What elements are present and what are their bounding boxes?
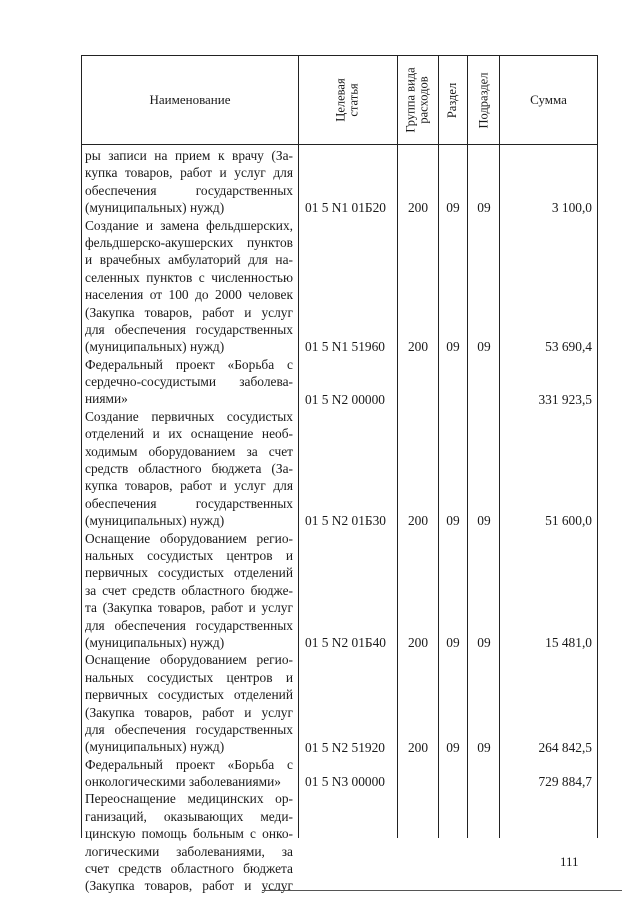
column-divider bbox=[467, 55, 468, 838]
row-sum: 51 600,0 bbox=[545, 513, 592, 529]
row-code: 01 5 N2 00000 bbox=[305, 391, 385, 407]
name-line: (муниципальных) нужд) bbox=[85, 200, 225, 216]
row-group: 200 bbox=[407, 513, 429, 529]
row-subsection: 09 bbox=[477, 200, 491, 216]
header-sum-label: Сумма bbox=[530, 92, 567, 107]
row-group: 200 bbox=[407, 339, 429, 355]
name-line: Оснащение оборудованием регио- bbox=[85, 652, 293, 668]
name-line: ры записи на прием к врачу (За- bbox=[85, 148, 293, 163]
header-section bbox=[439, 56, 467, 144]
name-line: купка товаров, работ и услуг для bbox=[85, 165, 293, 181]
page-number: 111 bbox=[560, 854, 579, 869]
row-group: 200 bbox=[407, 739, 429, 755]
header-divider bbox=[81, 144, 598, 145]
name-line: средств областного бюджета (За- bbox=[85, 461, 293, 477]
name-line: Федеральный проект «Борьба с bbox=[85, 756, 293, 772]
row-section: 09 bbox=[446, 339, 460, 355]
row-sum: 15 481,0 bbox=[545, 635, 592, 651]
header-name bbox=[82, 56, 298, 144]
name-line: первичных сосудистых отделений bbox=[85, 687, 293, 703]
name-line: ходимым оборудованием за счет bbox=[85, 443, 293, 459]
header-target-line1: Целевая bbox=[334, 78, 348, 122]
name-column bbox=[85, 147, 293, 895]
row-code: 01 5 N1 01Б20 bbox=[305, 200, 386, 216]
name-line: за счет средств областного бюдже- bbox=[85, 582, 293, 598]
row-sum: 729 884,7 bbox=[538, 774, 592, 790]
name-line: ниями» bbox=[85, 391, 128, 407]
header-group bbox=[398, 56, 438, 144]
header-group-line2: расходов bbox=[417, 76, 432, 124]
header-sum bbox=[500, 56, 597, 144]
header-subsection bbox=[468, 56, 499, 144]
name-line: (Закупка товаров, работ и услуг bbox=[85, 704, 293, 720]
name-line: для обеспечения государственных bbox=[85, 617, 293, 633]
name-line: для обеспечения государственных bbox=[85, 321, 293, 337]
row-sum: 3 100,0 bbox=[551, 200, 592, 216]
name-line: та (Закупка товаров, работ и услуг bbox=[85, 600, 293, 616]
name-line: онкологическими заболеваниями» bbox=[85, 774, 281, 790]
row-sum: 53 690,4 bbox=[545, 339, 592, 355]
row-group: 200 bbox=[407, 635, 429, 651]
row-sum: 331 923,5 bbox=[538, 391, 592, 407]
column-divider bbox=[438, 55, 439, 838]
row-section: 09 bbox=[446, 739, 460, 755]
name-line: счет средств областного бюджета bbox=[85, 861, 293, 877]
name-line: нальных сосудистых центров и bbox=[85, 547, 293, 563]
name-line: нальных сосудистых центров и bbox=[85, 669, 293, 685]
name-line: логическими заболеваниями, за bbox=[85, 843, 293, 859]
row-subsection: 09 bbox=[477, 513, 491, 529]
name-line: (Закупка товаров, работ и услуг bbox=[85, 304, 293, 320]
row-subsection: 09 bbox=[477, 635, 491, 651]
column-divider bbox=[397, 55, 398, 838]
row-subsection: 09 bbox=[477, 339, 491, 355]
name-line: обеспечения государственных bbox=[85, 182, 293, 198]
header-target bbox=[299, 56, 397, 144]
name-line: для обеспечения государственных bbox=[85, 721, 293, 737]
row-section: 09 bbox=[446, 513, 460, 529]
row-section: 09 bbox=[446, 635, 460, 651]
name-line: отделений и их оснащение необ- bbox=[85, 426, 293, 442]
name-line: и врачебных амбулаторий для на- bbox=[85, 252, 293, 268]
name-line: обеспечения государственных bbox=[85, 495, 293, 511]
name-line: фельдшерско-акушерских пунктов bbox=[85, 234, 293, 250]
header-section-label: Раздел bbox=[445, 82, 460, 118]
row-subsection: 09 bbox=[477, 739, 491, 755]
footer-rule bbox=[262, 890, 622, 891]
name-line: (муниципальных) нужд) bbox=[85, 634, 225, 650]
row-code: 01 5 N2 01Б30 bbox=[305, 513, 386, 529]
row-code: 01 5 N3 00000 bbox=[305, 774, 385, 790]
name-line: ганизаций, оказывающих меди- bbox=[85, 808, 293, 824]
header-target-line2: статья bbox=[347, 83, 361, 117]
name-line: Переоснащение медицинских ор- bbox=[85, 791, 293, 807]
name-line: первичных сосудистых отделений bbox=[85, 565, 293, 581]
name-line: селенных пунктов с численностью bbox=[85, 269, 293, 285]
row-group: 200 bbox=[407, 200, 429, 216]
row-code: 01 5 N2 01Б40 bbox=[305, 635, 386, 651]
name-line: Оснащение оборудованием регио- bbox=[85, 530, 293, 546]
header-subsection-label: Подраздел bbox=[476, 72, 490, 128]
header-group-line1: Группа вида bbox=[404, 67, 419, 133]
name-line: цинскую помощь больным с онко- bbox=[85, 826, 293, 842]
row-code: 01 5 N2 51920 bbox=[305, 739, 385, 755]
name-line: (муниципальных) нужд) bbox=[85, 739, 225, 755]
name-line: (муниципальных) нужд) bbox=[85, 339, 225, 355]
row-code: 01 5 N1 51960 bbox=[305, 339, 385, 355]
name-line: купка товаров, работ и услуг для bbox=[85, 478, 293, 494]
column-divider bbox=[298, 55, 299, 838]
name-line: (Закупка товаров, работ и услуг bbox=[85, 878, 293, 894]
name-line: Создание первичных сосудистых bbox=[85, 408, 293, 424]
header-name-label: Наименование bbox=[149, 92, 231, 107]
row-section: 09 bbox=[446, 200, 460, 216]
name-line: (муниципальных) нужд) bbox=[85, 513, 225, 529]
row-sum: 264 842,5 bbox=[538, 739, 592, 755]
name-line: Создание и замена фельдшерских, bbox=[85, 217, 293, 233]
name-line: Федеральный проект «Борьба с bbox=[85, 356, 293, 372]
column-divider bbox=[499, 55, 500, 838]
name-line: сердечно-сосудистыми заболева- bbox=[85, 374, 293, 390]
name-line: населения от 100 до 2000 человек bbox=[85, 287, 293, 303]
